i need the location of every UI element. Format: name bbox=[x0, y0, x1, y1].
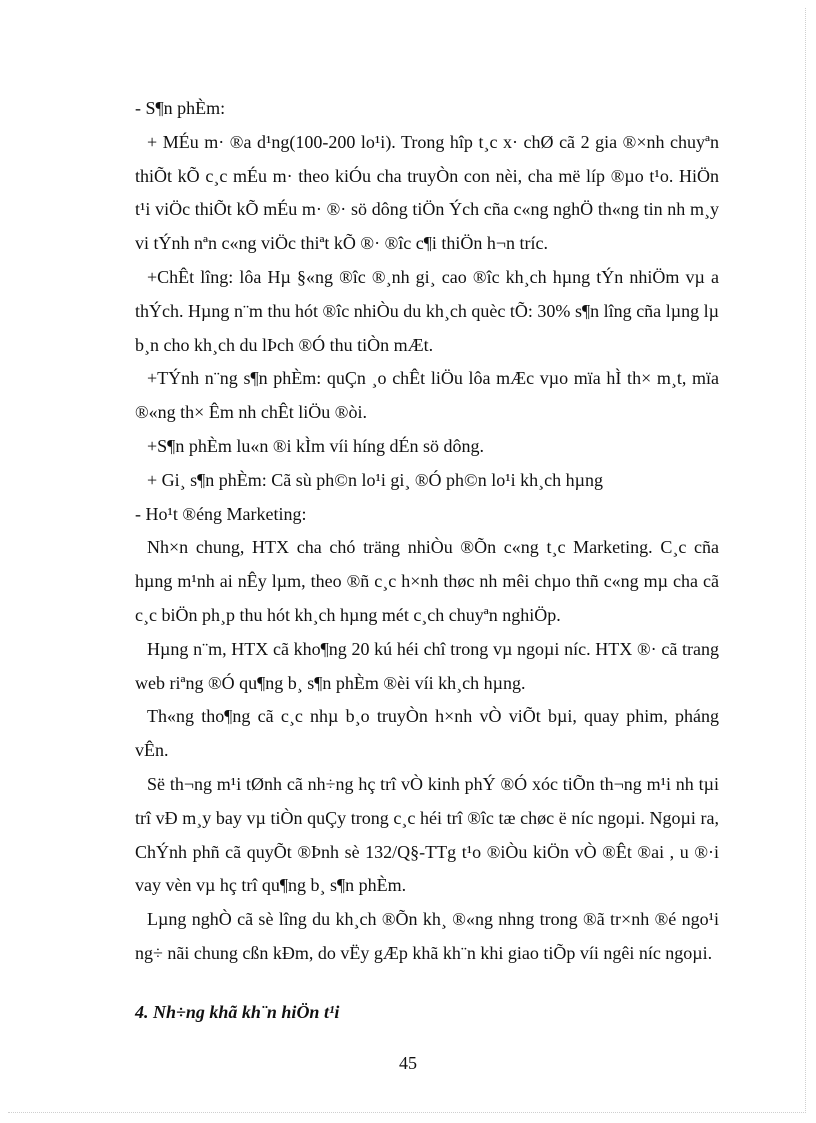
document-body bbox=[135, 92, 719, 971]
paragraph: Nh×n chung, HTX cha chó träng nhiÒu ®Õn c«ng t¸c Marketing. C¸c cña hµng m¹nh ai nÊy lµm, theo ®ñ c¸c h×nh thøc nh mêi chµo thñ c«ng mµ cha cã c¸c biÖn ph¸p thu hót kh¸ch hµng mét c¸ch chuyªn nghiÖp. bbox=[135, 537, 719, 625]
paragraph: +S¶n phÈm lu«n ®i kÌm víi híng dÉn sö dông. bbox=[147, 435, 484, 456]
paragraph: + MÉu m· ®a d¹ng(100-200 lo¹i). Trong hîp t¸c x· chØ cã 2 gia ®×nh chuyªn thiÕt kÕ c¸c mÉu m· theo kiÓu cha truyÒn con nèi, cha më líp ®µo t¹o. HiÖn t¹i viÖc thiÕt kÕ mÉu m· ®· sö dông tiÖn Ých cña c«ng nghÖ th«ng tin nh m¸y vi tÝnh nªn c«ng viÖc thiªt kÕ ®· ®îc c¶i thiÖn h¬n tríc. bbox=[135, 131, 719, 254]
section-heading: 4. Nh÷ng khã kh¨n hiÖn t¹i bbox=[135, 1002, 340, 1022]
paragraph: - S¶n phÈm: bbox=[135, 98, 226, 118]
paragraph: Hµng n¨m, HTX cã kho¶ng 20 kú héi chî trong vµ ngoµi níc. HTX ®· cã trang web riªng ®Ó qu¶ng b¸ s¶n phÈm ®èi víi kh¸ch hµng. bbox=[135, 638, 719, 693]
paragraph: +ChÊt lîng: lôa Hµ §«ng ®îc ®¸nh gi¸ cao ®îc kh¸ch hµng tÝn nhiÖm vµ a thÝch. Hµng n¨m thu hót ®îc nhiÒu du kh¸ch quèc tÕ: 30% s¶n lîng cña lµng lµ b¸n cho kh¸ch du lÞch ®Ó thu tiÒn mÆt. bbox=[135, 266, 719, 355]
page-number: 45 bbox=[399, 1053, 417, 1073]
paragraph: - Ho¹t ®éng Marketing: bbox=[135, 503, 307, 524]
paragraph: Th«ng tho¶ng cã c¸c nhµ b¸o truyÒn h×nh vÒ viÕt bµi, quay phim, pháng vÊn. bbox=[135, 706, 719, 761]
paragraph: +TÝnh n¨ng s¶n phÈm: quÇn ¸o chÊt liÖu lôa mÆc vµo mïa hÌ th× m¸t, mïa ®«ng th× Êm nh chÊt liÖu ®òi. bbox=[135, 368, 719, 423]
paragraph: + Gi¸ s¶n phÈm: Cã sù ph©n lo¹i gi¸ ®Ó ph©n lo¹i kh¸ch hµng bbox=[147, 469, 603, 490]
paragraph: Lµng nghÒ cã sè lîng du kh¸ch ®Õn kh¸ ®«ng nhng trong ®ã tr×nh ®é ngo¹i ng÷ nãi chung cßn kÐm, do vËy gÆp khã kh¨n khi giao tiÕp víi ngêi níc ngoµi. bbox=[135, 909, 719, 963]
paragraph: Së th¬ng m¹i tØnh cã nh÷ng hç trî vÒ kinh phÝ ®Ó xóc tiÕn th¬ng m¹i nh tµi trî vÐ m¸y bay vµ tiÒn quÇy trong c¸c héi trî ®îc tæ chøc ë níc ngoµi. Ngoµi ra, ChÝnh phñ cã quyÕt ®Þnh sè 132/Q§-TTg t¹o ®iÒu kiÖn vÒ ®Êt ®ai , u ®·i vay vèn vµ hç trî qu¶ng b¸ s¶n phÈm. bbox=[135, 773, 719, 896]
